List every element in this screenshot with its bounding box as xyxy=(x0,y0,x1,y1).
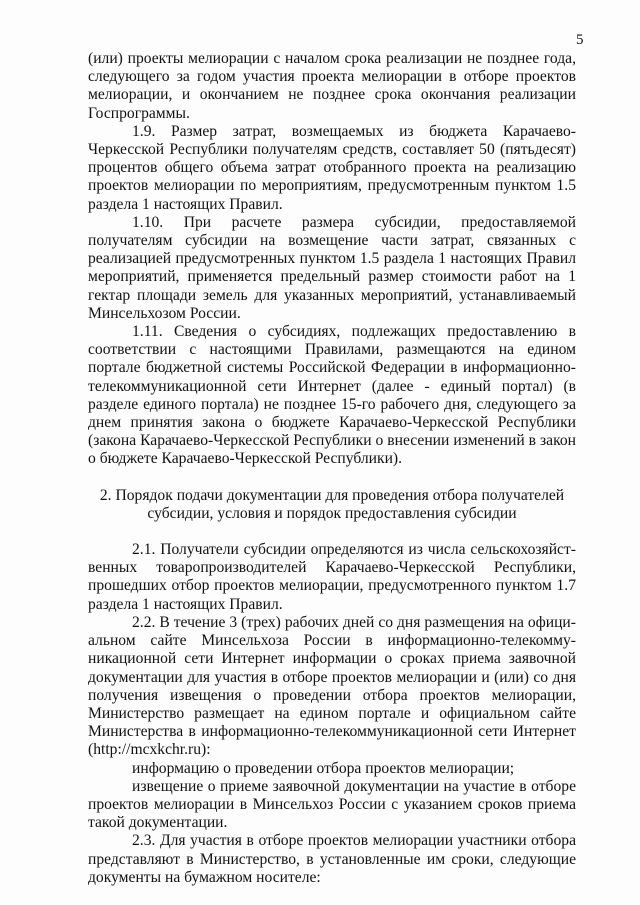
paragraph-1-10: 1.10. При расчете размера субсидии, предоставляемой получателям субсидии на возмещение части затрат, связанных с реализацией предусмотренных пунктом 1.5 раздела 1 настоящих Правил мероприятий, применяется предельный размер стоимости работ на 1 гектар площади земель для указанных мероприятий, устанавливаемый Минсельхозом России. xyxy=(88,213,576,322)
page-number: 5 xyxy=(576,32,584,48)
paragraph-info-item: информацию о проведении отбора проектов мелиорации; xyxy=(132,759,515,777)
paragraph-2-1: 2.1. Получатели субсидии определяются из числа сельскохозяйственных товаропроизводителей Карачаево-Черкесской Республики, прошедших отбор проектов мелиорации, предусмотренного пунктом 1.7 раздела 1 настоящих Правил. xyxy=(88,541,576,613)
paragraph-2-3: 2.3. Для участия в отборе проектов мелиорации участники отбора представляют в Министерство, в установленные им сроки, следующие документы на бумажном носителе: xyxy=(88,832,576,886)
document-body xyxy=(88,50,576,887)
paragraph-1-9: 1.9. Размер затрат, возмещаемых из бюджета Карачаево-Черкесской Республики получателям средств, составляет 50 (пятьдесят) процентов общего объема затрат отобранного проекта на реализацию проектов мелиорации по мероприятиям, предусмотренным пунктом 1.5 раздела 1 настоящих Правил. xyxy=(88,122,576,213)
section-heading: 2. Порядок подачи документации для проведения отбора получателей субсидии, условия и порядок предоставления субсидии xyxy=(99,486,565,522)
paragraph-2-2: 2.2. В течение 3 (трех) рабочих дней со дня размещения на официальном сайте Минсельхоза России в информационно-телекоммуникационной сети Интернет информации о сроках приема заявочной документации для участия в отборе проектов мелиорации и (или) со дня получения извещения о проведении отбора проектов мелиорации, Министерство размещает на едином портале и официальном сайте Министерства в информационно-телекоммуникационной сети Интернет (http://mcxkchr.ru): xyxy=(88,613,576,759)
paragraph-continuation: (или) проекты мелиорации с началом срока реализации не позднее года, следующего за годом участия проекта мелиорации в отборе проектов мелиорации, и окончанием не позднее срока окончания реализации Госпрограммы. xyxy=(88,50,576,122)
paragraph-notice-item: извещение о приеме заявочной документации на участие в отборе проектов мелиорации в Минсельхоз России с указанием сроков приема такой документации. xyxy=(88,777,576,832)
paragraph-1-11: 1.11. Сведения о субсидиях, подлежащих предоставлению в соответствии с настоящими Правилами, размещаются на едином портале бюджетной системы Российской Федерации в информационно-телекоммуникационной сети Интернет (далее - единый портал) (в разделе единого портала) не позднее 15-го рабочего дня, следующего за днем принятия закона о бюджете Карачаево-Черкесской Республики (закона Карачаево-Черкесской Республики о внесении изменений в закон о бюджете Карачаево-Черкесской Республики). xyxy=(88,323,576,468)
